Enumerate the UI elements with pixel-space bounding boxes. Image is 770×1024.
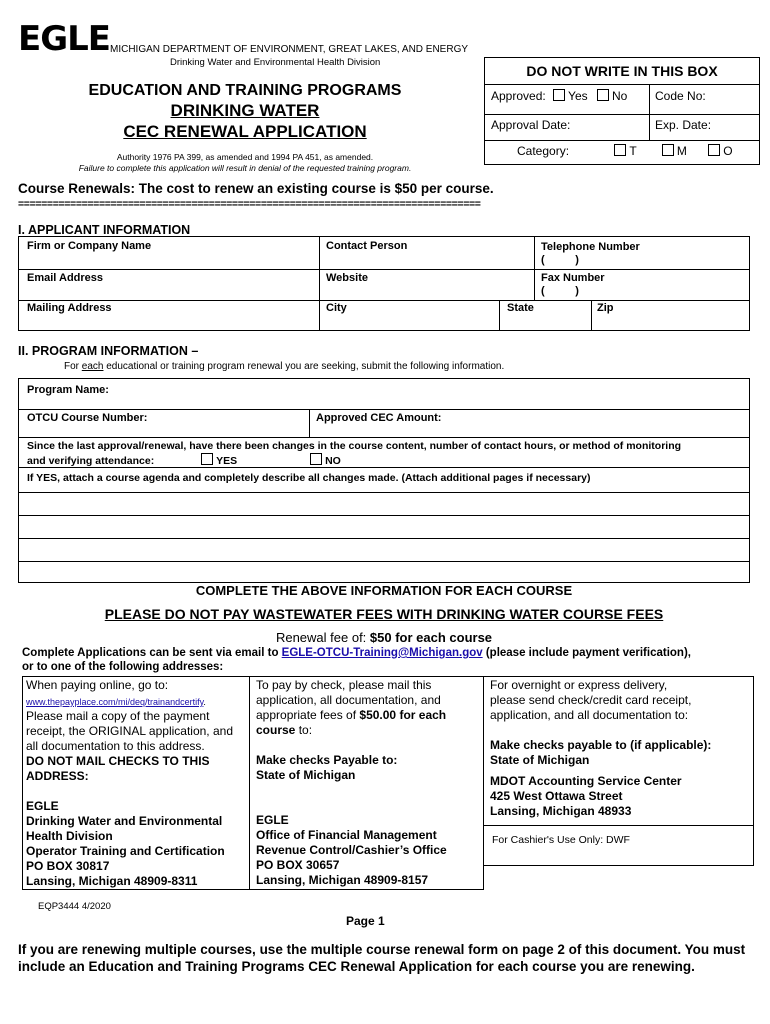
authority-note: Authority 1976 PA 399, as amended and 1994 PA 451, as amended.: [116, 152, 374, 162]
changes-no-label: NO: [325, 455, 341, 467]
col3-payable-value: State of Michigan: [490, 753, 590, 767]
col1-address-2: Drinking Water and Environmental: [26, 814, 223, 828]
form-title-2: DRINKING WATER: [170, 101, 320, 120]
col2-text-2: application, all documentation, and: [256, 693, 441, 707]
contact-person-field[interactable]: Contact Person: [326, 240, 408, 252]
applicant-table: [18, 236, 750, 331]
col2-payable-value: State of Michigan: [256, 768, 356, 782]
col1-address-6: Lansing, Michigan 48909-8311: [26, 874, 198, 888]
form-title-1: EDUCATION AND TRAINING PROGRAMS: [88, 82, 402, 99]
category-t-label: T: [629, 144, 637, 158]
program-instructions: For each educational or training program renewal you are seeking, submit the following information.: [64, 361, 505, 372]
form-title-3: CEC RENEWAL APPLICATION: [123, 122, 367, 141]
col2-address-1: EGLE: [256, 813, 289, 827]
approved-yes-checkbox[interactable]: [553, 89, 565, 101]
office-box-heading: DO NOT WRITE IN THIS BOX: [526, 63, 718, 79]
email-instructions: Complete Applications can be sent via email to EGLE-OTCU-Training@Michigan.gov (please include payment verification),: [22, 647, 691, 659]
if-yes-instructions: If YES, attach a course agenda and completely describe all changes made. (Attach additional pages if necessary): [27, 472, 591, 484]
fax-field[interactable]: Fax Number: [541, 272, 605, 284]
division-name: Drinking Water and Environmental Health Division: [170, 57, 381, 68]
form-number: EQP3444 4/2020: [38, 901, 111, 912]
approved-yes-label: Yes: [568, 89, 588, 103]
failure-note: Failure to complete this application will result in denial of the requested training program.: [78, 163, 412, 173]
col3-payable-label: Make checks payable to (if applicable):: [490, 738, 712, 752]
col3-text-3: application, and all documentation to:: [490, 708, 689, 722]
code-no-label: Code No:: [655, 89, 706, 103]
col1-text-1: Please mail a copy of the payment: [26, 709, 210, 723]
col1-warning-2: ADDRESS:: [26, 769, 89, 783]
approved-no-label: No: [611, 89, 628, 103]
category-o-checkbox[interactable]: [708, 144, 720, 156]
cashier-use-box: For Cashier's Use Only: DWF: [492, 834, 630, 846]
telephone-area-code: ( ): [541, 254, 579, 266]
department-name: MICHIGAN DEPARTMENT OF ENVIRONMENT, GREAT LAKES, AND ENERGY: [110, 44, 469, 55]
email-link[interactable]: EGLE-OTCU-Training@Michigan.gov: [281, 647, 483, 659]
online-pay-label: When paying online, go to:: [26, 678, 169, 692]
col1-text-3: all documentation to this address.: [26, 739, 205, 753]
page-number: Page 1: [346, 914, 385, 928]
applicant-heading: I. APPLICANT INFORMATION: [18, 223, 191, 237]
renewal-fee: Renewal fee of: $50 for each course: [275, 630, 493, 645]
firm-name-field[interactable]: Firm or Company Name: [27, 240, 152, 252]
col1-address-1: EGLE: [26, 799, 59, 813]
col2-address-5: Lansing, Michigan 48909-8157: [256, 873, 429, 887]
col1-address-3: Health Division: [26, 829, 113, 843]
col3-text-1: For overnight or express delivery,: [490, 678, 668, 692]
email-address-field[interactable]: Email Address: [27, 272, 104, 284]
changes-question: Since the last approval/renewal, have there been changes in the course content, number of contact hours, or method of monitoring: [27, 440, 682, 452]
approved-no-checkbox[interactable]: [597, 89, 609, 101]
office-use-box: [484, 57, 760, 165]
category-o-label: O: [723, 144, 733, 158]
category-m-label: M: [676, 144, 687, 158]
footer-note: If you are renewing multiple courses, use the multiple course renewal form on page 2 of this document. You must include an Education and Training Programs CEC Renewal Application for each course you are renewing.: [18, 942, 746, 974]
category-t-checkbox[interactable]: [614, 144, 626, 156]
category-label: Category:: [517, 144, 570, 158]
col2-text-4: course to:: [256, 723, 313, 737]
col1-address-5: PO BOX 30817: [26, 859, 110, 873]
col3-text-2: please send check/credit card receipt,: [490, 693, 692, 707]
program-table: [18, 378, 750, 583]
egle-logo: EGLE: [18, 19, 111, 59]
do-not-pay-notice: PLEASE DO NOT PAY WASTEWATER FEES WITH DRINKING WATER COURSE FEES: [104, 606, 664, 622]
changes-no-checkbox[interactable]: [310, 453, 322, 465]
col2-address-3: Revenue Control/Cashier’s Office: [256, 843, 447, 857]
col3-address-2: 425 West Ottawa Street: [490, 789, 623, 803]
col2-payable-label: Make checks Payable to:: [256, 753, 398, 767]
fax-area-code: ( ): [541, 285, 579, 297]
category-m-checkbox[interactable]: [662, 144, 674, 156]
changes-yes-checkbox[interactable]: [201, 453, 213, 465]
check-payment-column: [256, 678, 481, 888]
online-payment-column: When paying online, go to: www.thepayplace.com/mi/deq/trainandcertify. Please mail a copy of the payment receipt, the ORIGINAL application, and all documentation to this address. DO NOT MAIL CHECKS TO THIS ADDRESS: EGLE Drinking Water and Environmental Health Division Operator Training and Certification PO BOX 30817 Lansing, Michigan 48909-8311: [26, 678, 251, 889]
email-instructions-cont: or to one of the following addresses:: [22, 661, 224, 673]
otcu-course-number-field[interactable]: OTCU Course Number:: [27, 412, 148, 424]
express-delivery-column: [490, 678, 752, 819]
col3-address-3: Lansing, Michigan 48933: [490, 804, 632, 818]
website-field[interactable]: Website: [326, 272, 368, 284]
city-field[interactable]: City: [326, 302, 347, 314]
program-heading: II. PROGRAM INFORMATION –: [18, 344, 199, 358]
col1-address-4: Operator Training and Certification: [26, 844, 225, 858]
col2-address-2: Office of Financial Management: [256, 828, 437, 842]
approved-label: Approved:: [491, 89, 546, 103]
exp-date-label: Exp. Date:: [655, 118, 712, 132]
program-name-field[interactable]: Program Name:: [27, 384, 109, 396]
address-columns: [22, 676, 754, 890]
approval-date-label: Approval Date:: [491, 118, 571, 132]
changes-yes-label: YES: [216, 455, 238, 467]
zip-field[interactable]: Zip: [597, 302, 614, 314]
col3-address-1: MDOT Accounting Service Center: [490, 774, 682, 788]
complete-above-notice: COMPLETE THE ABOVE INFORMATION FOR EACH COURSE: [195, 583, 573, 598]
col1-warning-1: DO NOT MAIL CHECKS TO THIS: [26, 754, 210, 768]
divider: ================================================================================: [18, 198, 481, 210]
changes-question-cont: and verifying attendance:: [27, 455, 155, 467]
state-field[interactable]: State: [507, 302, 534, 314]
cost-statement: Course Renewals: The cost to renew an existing course is $50 per course.: [18, 181, 494, 196]
col2-address-4: PO BOX 30657: [256, 858, 340, 872]
approved-cec-amount-field[interactable]: Approved CEC Amount:: [316, 412, 442, 424]
mailing-address-field[interactable]: Mailing Address: [27, 302, 112, 314]
payplace-link[interactable]: www.thepayplace.com/mi/deq/trainandcertify: [26, 697, 204, 707]
telephone-field[interactable]: Telephone Number: [541, 241, 640, 253]
col2-text-1: To pay by check, please mail this: [256, 678, 432, 692]
col1-text-2: receipt, the ORIGINAL application, and: [26, 724, 233, 738]
col2-text-3: appropriate fees of $50.00 for each: [256, 708, 447, 722]
